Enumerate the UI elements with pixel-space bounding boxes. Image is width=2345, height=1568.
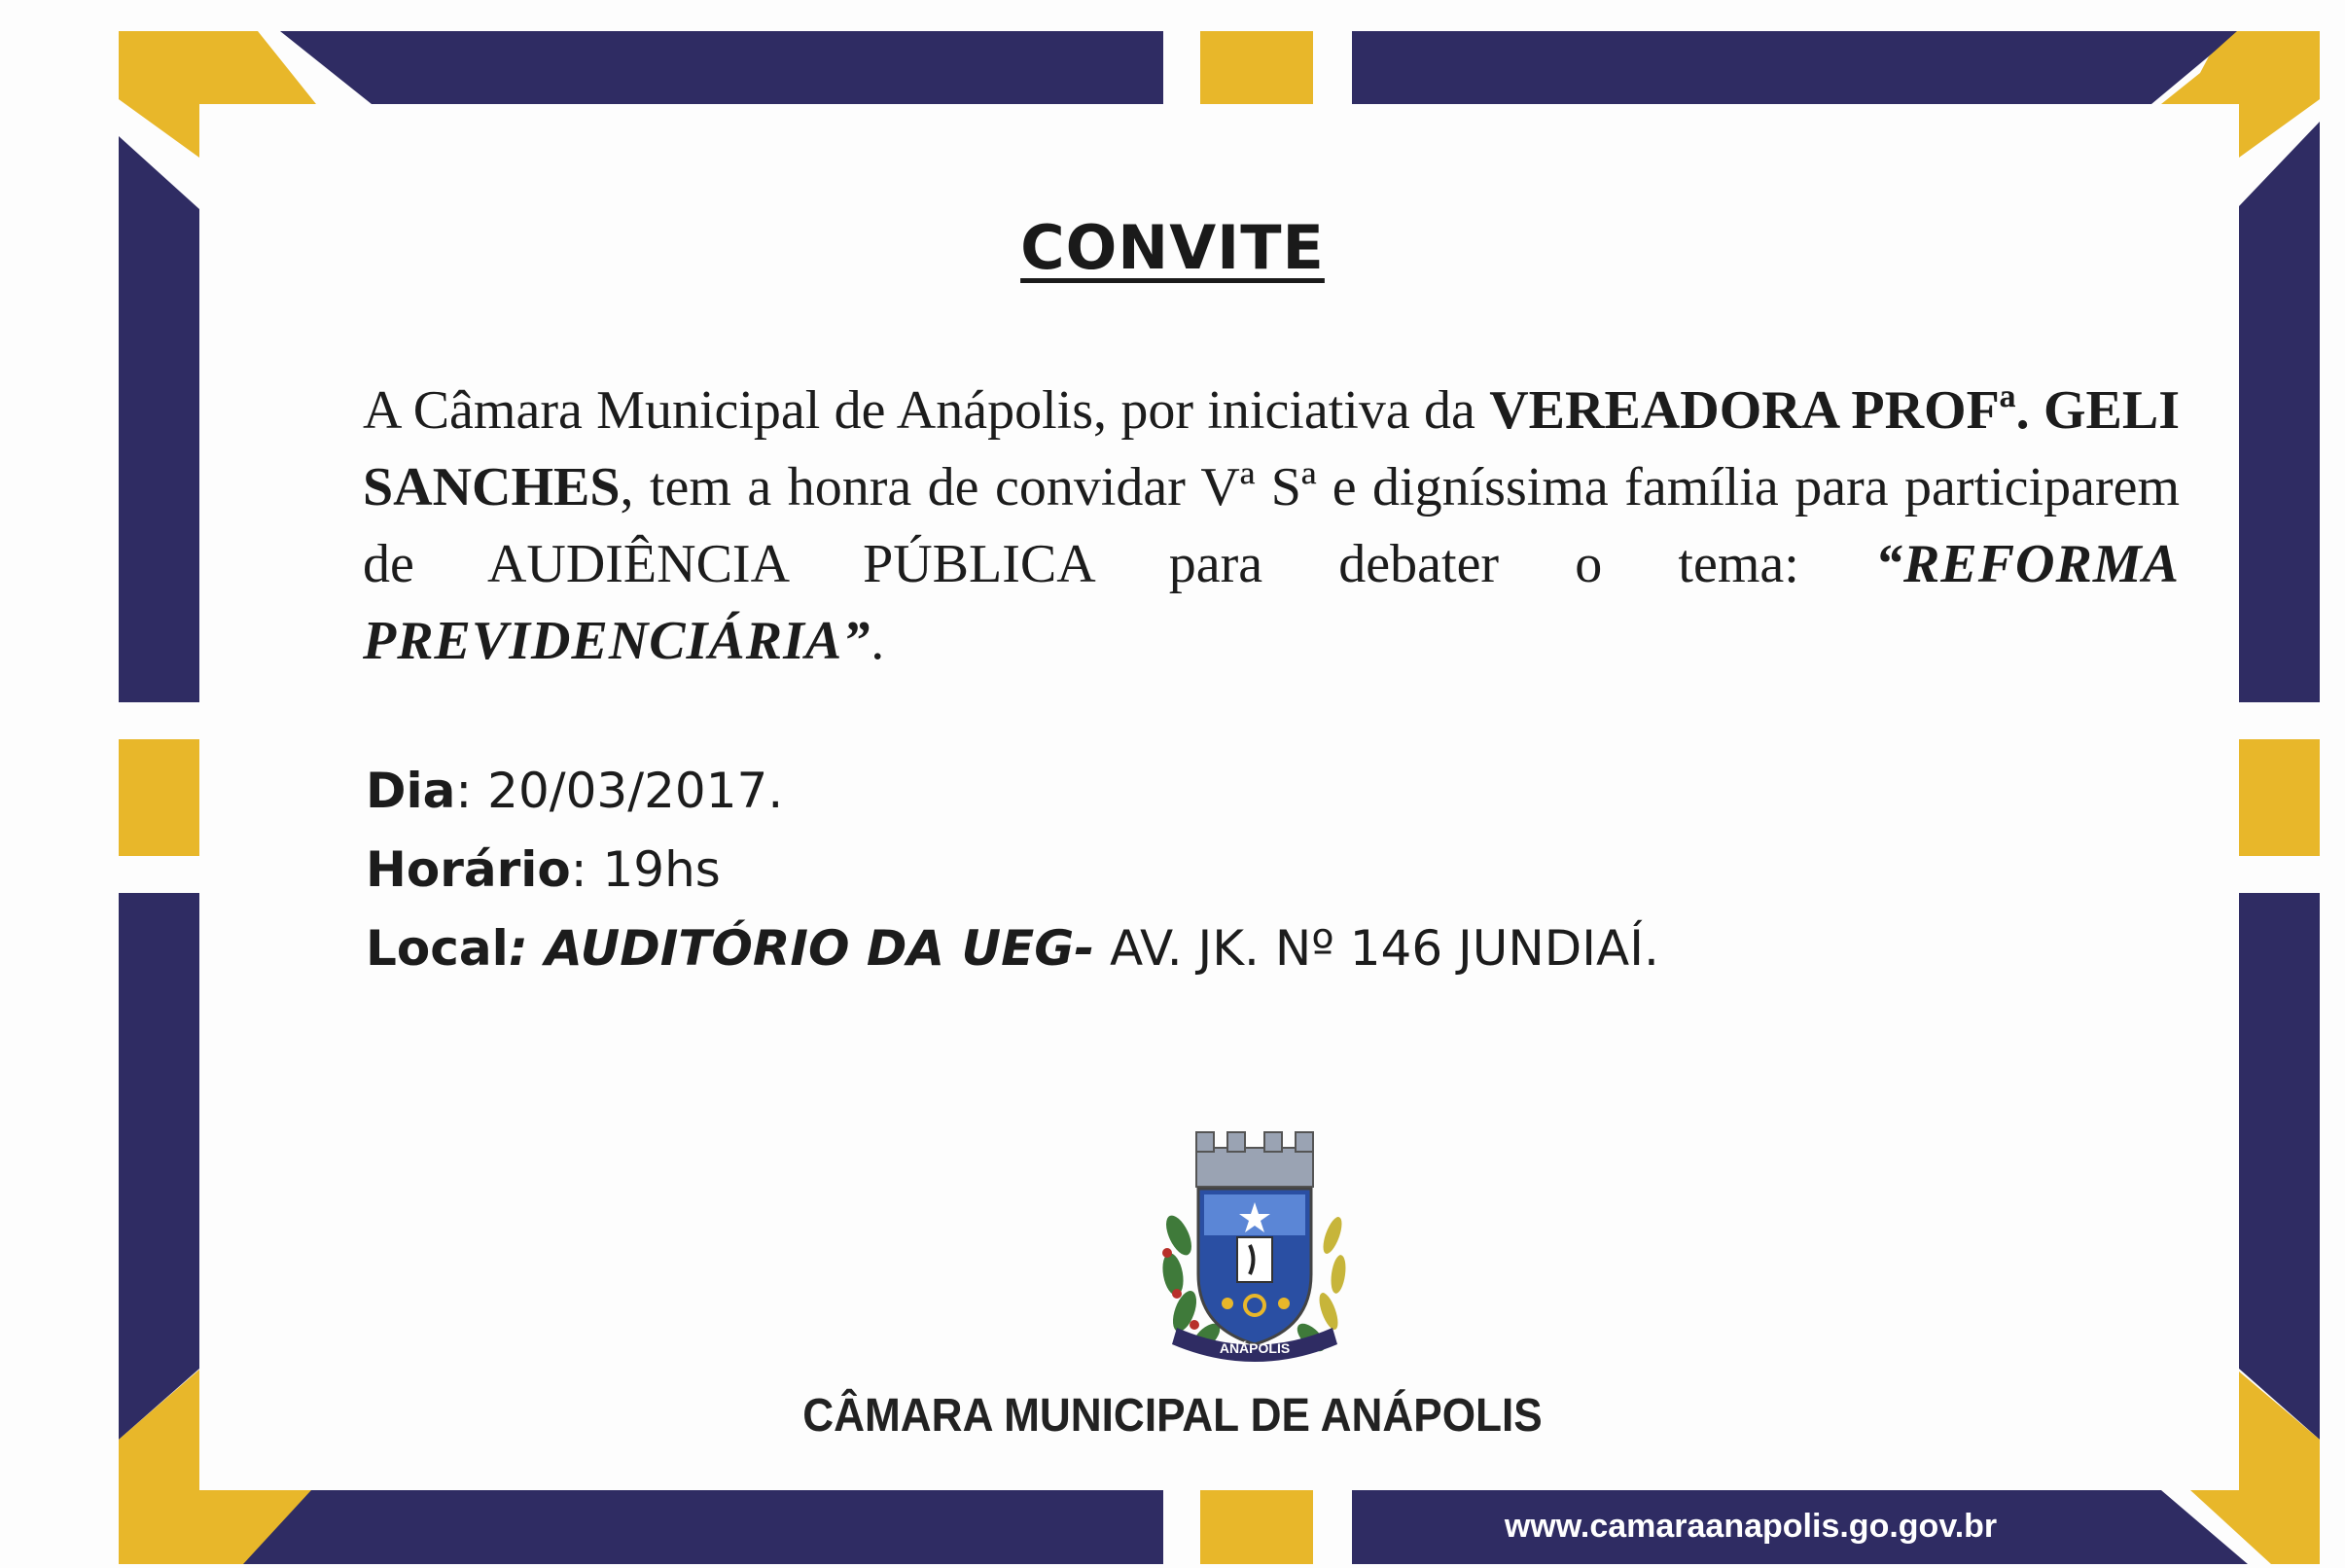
place-line [366,909,1659,988]
time-value: : 19hs [570,841,721,898]
crest-ribbon-text: ANÁPOLIS [1219,1340,1291,1356]
intro-text: A Câmara Municipal de Anápolis, por iniciativa da [363,380,1490,441]
organization-name: CÂMARA MUNICIPAL DE ANÁPOLIS [802,1390,1543,1442]
time-line [366,831,1659,909]
time-label: Horário [366,841,571,898]
invitation-body [363,373,2180,680]
invitation-title [0,212,2345,283]
event-theme: “REFORMA PREVIDENCIÁRIA” [363,534,2180,671]
title-text: CONVITE [1020,212,1325,283]
place-address: AV. JK. Nº 146 JUNDIAÍ. [1094,920,1659,977]
city-coat-of-arms-icon [1138,1119,1371,1372]
date-line [366,752,1659,831]
body-end: . [870,611,885,671]
website-link[interactable]: www.camaraanapolis.go.gov.br [1504,1508,1998,1545]
date-label: Dia [366,763,456,819]
place-label: Local [366,920,509,977]
invitation-middle-text: , tem a honra de convidar Vª Sª e digníssima família para participarem de AUDIÊNCIA PÚBLICA para debater o tema: [363,457,2180,594]
honoree-name: VEREADORA PROFª. GELI SANCHES [363,380,2180,517]
event-details [366,752,1659,988]
date-value: : 20/03/2017. [455,763,784,819]
place-venue: : AUDITÓRIO DA UEG- [508,920,1095,977]
